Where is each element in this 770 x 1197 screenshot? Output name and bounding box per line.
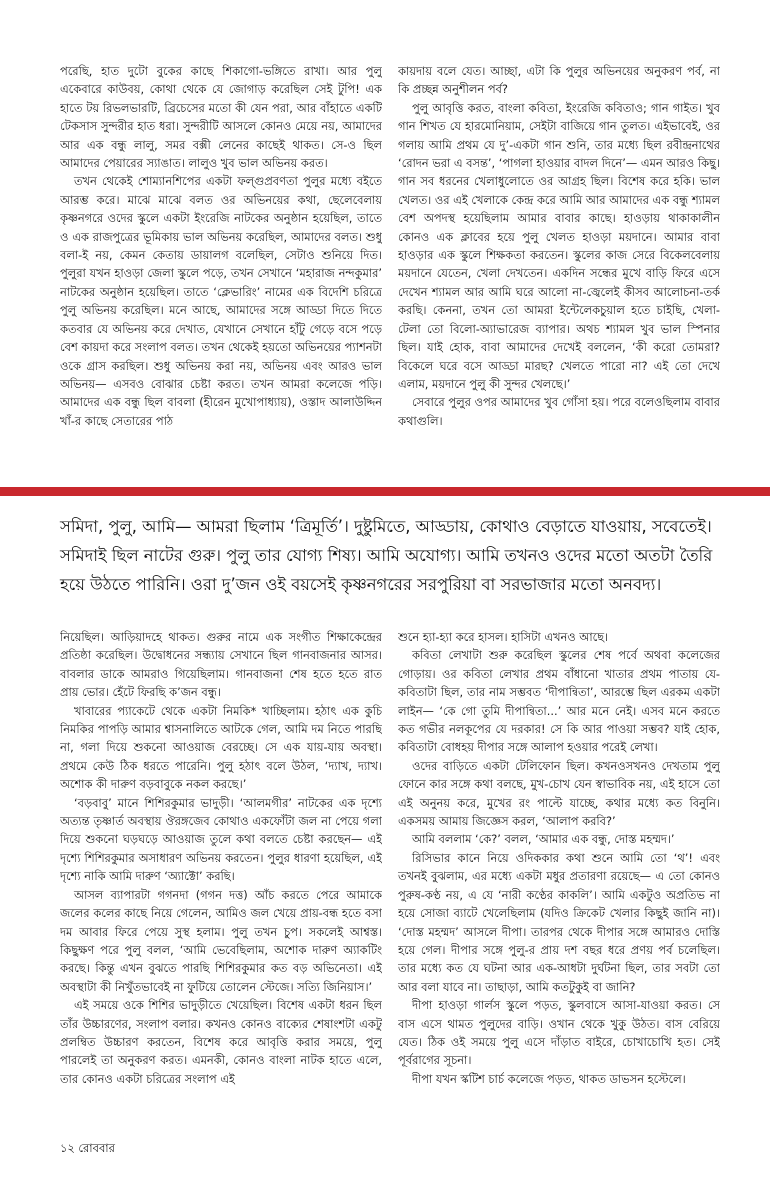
paragraph: পুলু আবৃত্তি করত, বাংলা কবিতা, ইংরেজি কবিতাও; গান গাইত। খুব গান শিখত যে হারমোনিয়াম, সেইটা বাজিয়ে গান তুলত। এইভাবেই, ওর গলায় আমি প্রথম যে দু’-একটা গান শুনি, তার মধ্যে ছিল রবীন্দ্রনাথের ‘রোদন ভরা এ বসন্ত’, ‘পাগলা হাওয়ার বাদল দিনে’— এমন আরও কিছু। গান সব ধরনের খেলাধুলোতে ওর আগ্রহ ছিল। বিশেষ করে হকি। ভাল খেলত। ওর এই খেলাকে কেন্দ্র করে আমি আর আমাদের এক বন্ধু শ্যামল বেশ অপদস্থ হয়েছিলাম আমার বাবার কাছে। হাওড়ায় থাকাকালীন কোনও এক ক্লাবের হয়ে পুলু খেলত হাওড়া ময়দানে। আমার বাবা হাওড়ার এক স্কুলে শিক্ষকতা করতেন। স্কুলের কাজ সেরে বিকেলবেলায় ময়দানে যেতেন, খেলা দেখতেন। একদিন সন্ধের মুখে বাড়ি ফিরে এসে দেখেন শ্যামল আর আমি ঘরে আলো না-জ্বেলেই কীসব আলোচনা-তর্ক করছি। কেননা, তখন তো আমরা ইন্টেলেকচুয়াল হতে চাইছি, খেলা-টেলা তো বিলো-অ্যাভারেজ ব্যাপার। অথচ শ্যামল খুব ভাল স্পিনার ছিল। যাই হোক, বাবা আমাদের দেখেই বললেন, ‘কী করো তোমরা? বিকেলে ঘরে বসে আড্ডা মারছ? খেলতে পারো না? এই তো দেখে এলাম, ময়দানে পুলু কী সুন্দর খেলছে।’ xyxy=(398,100,720,391)
paragraph: তখন থেকেই শোম্যানশিপের একটা ফল্গুপ্রবণতা পুলুর মধ্যে বইতে আরম্ভ করে। মাঝে মাঝে বলত ওর অভিনয়ের কথা, ছেলেবেলায় কৃষ্ণনগরে ওদের স্কুলে একটা ইংরেজি নাটকের অনুষ্ঠান হয়েছিল, তাতে ও এক রাজপুত্রের ভূমিকায় ভাল অভিনয় করেছিল, আমাদের বলত। শুধু বলা-ই নয়, কেমন কেতায় ডায়ালগ বলেছিল, সেটাও শুনিয়ে দিত। পুলুরা যখন হাওড়া জেলা স্কুলে পড়ে, তখন সেখানে ‘মহারাজ নন্দকুমার’ নাটকের অনুষ্ঠান হয়েছিল। তাতে ‘ক্লেভারিং’ নামের এক বিদেশি চরিত্রে পুলু অভিনয় করেছিল। মনে আছে, আমাদের সঙ্গে আড্ডা দিতে দিতে কতবার যে অভিনয় করে দেখাত, যেখানে সেখানে হাঁটু গেড়ে বসে পড়ে বেশ কায়দা করে সংলাপ বলত। তখন থেকেই হয়তো অভিনয়ের প্যাশনটা ওকে গ্রাস করছিল। শুধু অভিনয় করা নয়, অভিনয় এবং আরও ভাল অভিনয়— এসবও বোঝার চেষ্টা করত। তখন আমরা কলেজে পড়ি। আমাদের এক বন্ধু ছিল বাবলা (হীরেন মুখোপাধ্যায়), ওস্তাদ আলাউদ্দিন খাঁ-র কাছে সেতারের পাঠ xyxy=(60,174,382,428)
paragraph: পরেছি, হাত দুটো বুকের কাছে শিকাগো-ভঙ্গিতে রাখা। আর পুলু একেবারে কাউবয়, কোথা থেকে যে জোগাড় করেছিল সেই টুপি! এক হাতে টয় রিভলভারটি, ব্রিচেসের মতো কী যেন পরা, আর বাঁহাতে একটি টেকসাস সুন্দরীর হাত ধরা। সুন্দরীটি আসলে কোনও মেয়ে নয়, আমাদের আর এক বন্ধু লালু, সমর বক্সী লেনের কাছেই থাকত। সে-ও ছিল আমাদের পেয়ারের স্যাঙাত। লালুও খুব ভাল অভিনয় করত। xyxy=(60,64,382,171)
paragraph: আমি বললাম ‘কে?’ বলল, ‘আমার এক বন্ধু, দোস্ত মহম্মদ।’ xyxy=(412,832,675,847)
article-column-top-right xyxy=(398,62,720,460)
paragraph: নিয়েছিল। আড়িয়াদহে থাকত। গুরুর নামে এক সংগীত শিক্ষাকেন্দ্রের প্রতিষ্ঠা করেছিল। উদ্বোধনের সন্ধ্যায় সেখানে ছিল গানবাজনার আসর। বাবলার ডাকে আমরাও গিয়েছিলাম। গানবাজনা শেষ হতে হতে রাত প্রায় ভোর। হেঁটে ফিরছি ক’জন বন্ধু। xyxy=(60,630,382,700)
paragraph: সেবারে পুলুর ওপর আমাদের খুব গোঁসা হয়। পরে বলেওছিলাম বাবার কথাগুলি। xyxy=(398,395,720,428)
paragraph: কবিতা লেখাটা শুরু করেছিল স্কুলের শেষ পর্বে অথবা কলেজের গোড়ায়। ওর কবিতা লেখার প্রথম বাঁধানো খাতার প্রথম পাতায় যে-কবিতাটা ছিল, তার নাম সম্ভবত ‘দীপান্বিতা’, আরম্ভে ছিল এরকম একটা লাইন— ‘কে গো তুমি দীপান্বিতা...’ আর মনে নেই। এসব মনে করতে কত গভীর নলকূপের যে দরকার! সে কি আর পাওয়া সম্ভব? যাই হোক, কবিতাটা বোধহয় দীপার সঙ্গে আলাপ হওয়ার পরেই লেখা। xyxy=(398,648,720,755)
section-divider xyxy=(0,487,770,496)
article-column-bottom-right xyxy=(398,628,720,1116)
paragraph: রিসিভার কানে নিয়ে ওদিককার কথা শুনে আমি তো ‘থ’! এবং তখনই বুঝলাম, এর মধ্যে একটা মধুর প্রতারণা রয়েছে— এ তো কোনও পুরুষ-কণ্ঠ নয়, এ যে ‘নারী কণ্ঠের কাকলি’। আমি একটুও অপ্রতিভ না হয়ে সোজা ব্যাটে খেলেছিলাম (যদিও ক্রিকেট খেলার কিছুই জানি না)। ‘দোস্ত মহম্মদ’ আসলে দীপা। তারপর থেকে দীপার সঙ্গে আমারও দোস্তি হয়ে গেল। দীপার সঙ্গে পুলু-র প্রায় দশ বছর ধরে প্রণয় পর্ব চলেছিল। তার মধ্যে কত যে ঘটনা আর এক-আধটা দুর্ঘটনা ছিল, তার সবটা তো আর বলা যাবে না। তাছাড়া, আমি কতটুকুই বা জানি? xyxy=(398,850,720,994)
article-column-top-left xyxy=(60,62,382,460)
paragraph: শুনে হ্যা-হ্যা করে হাসল। হাসিটা এখনও আছে। xyxy=(398,630,609,644)
article-column-bottom-left xyxy=(60,628,382,1116)
paragraph: ওদের বাড়িতে একটা টেলিফোন ছিল। কখনওসখনও দেখতাম পুলু ফোনে কার সঙ্গে কথা বলছে, মুখ-চোখ যেন স্বাভাবিক নয়, এই হাসে তো এই অনুনয় করে, মুখের রং পাল্টে যাচ্ছে, কথার মধ্যে কত বিনুনি। একসময় আমায় জিজ্ঞেস করল, ‘আলাপ করবি?’ xyxy=(398,758,720,829)
paragraph: কায়দায় বলে যেত। আচ্ছা, এটা কি পুলুর অভিনয়ের অনুকরণ পর্ব, না কি প্রচ্ছন্ন অনুশীলন পর্ব? xyxy=(398,64,720,97)
page-folio: ১২ রোববার xyxy=(60,1141,115,1155)
paragraph: দীপা হাওড়া গার্লস স্কুলে পড়ত, স্কুলবাসে আসা-যাওয়া করত। সে বাস এসে থামত পুলুদের বাড়ি। ওখান থেকে খুকু উঠত। বাস বেরিয়ে যেত। ঠিক ওই সময়ে পুলু এসে দাঁড়াত বাইরে, চোখাচোখি হত। সেই পূর্বরাগের সূচনা। xyxy=(398,998,720,1068)
paragraph: দীপা যখন স্কটিশ চার্চ কলেজে পড়ত, থাকত ডাভসন হস্টেলে। xyxy=(412,1071,686,1086)
paragraph: ‘বড়বাবু’ মানে শিশিরকুমার ভাদুড়ী। ‘আলমগীর’ নাটকের এক দৃশ্যে অত্যন্ত তৃষ্ণার্ত অবস্থায় ঔরঙ্গজেব কোথাও একফোঁটা জল না পেয়ে গলা দিয়ে শুকনো ঘড়ঘড়ে আওয়াজ তুলে কথা বলতে চেষ্টা করছেন— এই দৃশ্যে শিশিরকুমার অসাধারণ অভিনয় করতেন। পুলুর ধারণা হয়েছিল, এই দৃশ্যে নাকি আমি দারুণ ‘অ্যাক্টো’ করছি। xyxy=(60,795,382,884)
paragraph: এই সময়ে ওকে শিশির ভাদুড়ীতে খেয়েছিল। বিশেষ একটা ধরন ছিল তাঁর উচ্চারণের, সংলাপ বলার। কখনও কোনও বাক্যের শেষাংশটা একটু প্রলম্বিত উচ্চারণ করতেন, বিশেষ করে আবৃত্তি করার সময়ে, পুলু পারলেই তা অনুকরণ করত। এমনকী, কোনও বাংলা নাটক হাতে এলে, তার কোনও একটা চরিত্রের সংলাপ এই xyxy=(60,998,382,1086)
pull-quote: সমিদা, পুলু, আমি— আমরা ছিলাম ‘ত্রিমূর্তি’। দুষ্টুমিতে, আড্ডায়, কোথাও বেড়াতে যাওয়ায়, সবেতেই। সমিদাই ছিল নাটের গুরু। পুলু তার যোগ্য শিষ্য। আমি অযোগ্য। আমি তখনও ওদের মতো অতটা তৈরি হয়ে উঠতে পারিনি। ওরা দু’জন ওই বয়সেই কৃষ্ণনগরের সরপুরিয়া বা সরভাজার মতো অনবদ্য। xyxy=(60,517,713,594)
paragraph: আসল ব্যাপারটা গগনদা (গগন দত্ত) আঁচ করতে পেরে আমাকে জলের কলের কাছে নিয়ে গেলেন, আমিও জল খেয়ে প্রায়-বন্ধ হতে বসা দম আবার ফিরে পেয়ে সুস্থ হলাম। পুলু তখন চুপ। সকলেই আশ্বস্ত। কিছুক্ষণ পরে পুলু বলল, ‘আমি ভেবেছিলাম, অশোক দারুণ অ্যাকটিং করছে। কিন্তু এখন বুঝতে পারছি শিশিরকুমার কত বড় অভিনেতা। এই অবস্থাটা কী নিখুঁতভাবেই না ফুটিয়ে তোলেন স্টেজে। সত্যি জিনিয়াস।’ xyxy=(60,887,382,994)
paragraph: খাবারের প্যাকেটে থেকে একটা নিমকি* খাচ্ছিলাম। হঠাৎ এক কুচি নিমকির পাপড়ি আমার শ্বাসনালিতে আটকে গেল, আমি দম নিতে পারছি না, গলা দিয়ে শুকনো আওয়াজ বেরচ্ছে। সে এক যায়-যায় অবস্থা। প্রথমে কেউ ঠিক ধরতে পারেনি। পুলু হঠাৎ বলে উঠল, ‘দ্যাখ, দ্যাখ। অশোক কী দারুণ বড়বাবুকে নকল করছে।’ xyxy=(60,703,382,792)
